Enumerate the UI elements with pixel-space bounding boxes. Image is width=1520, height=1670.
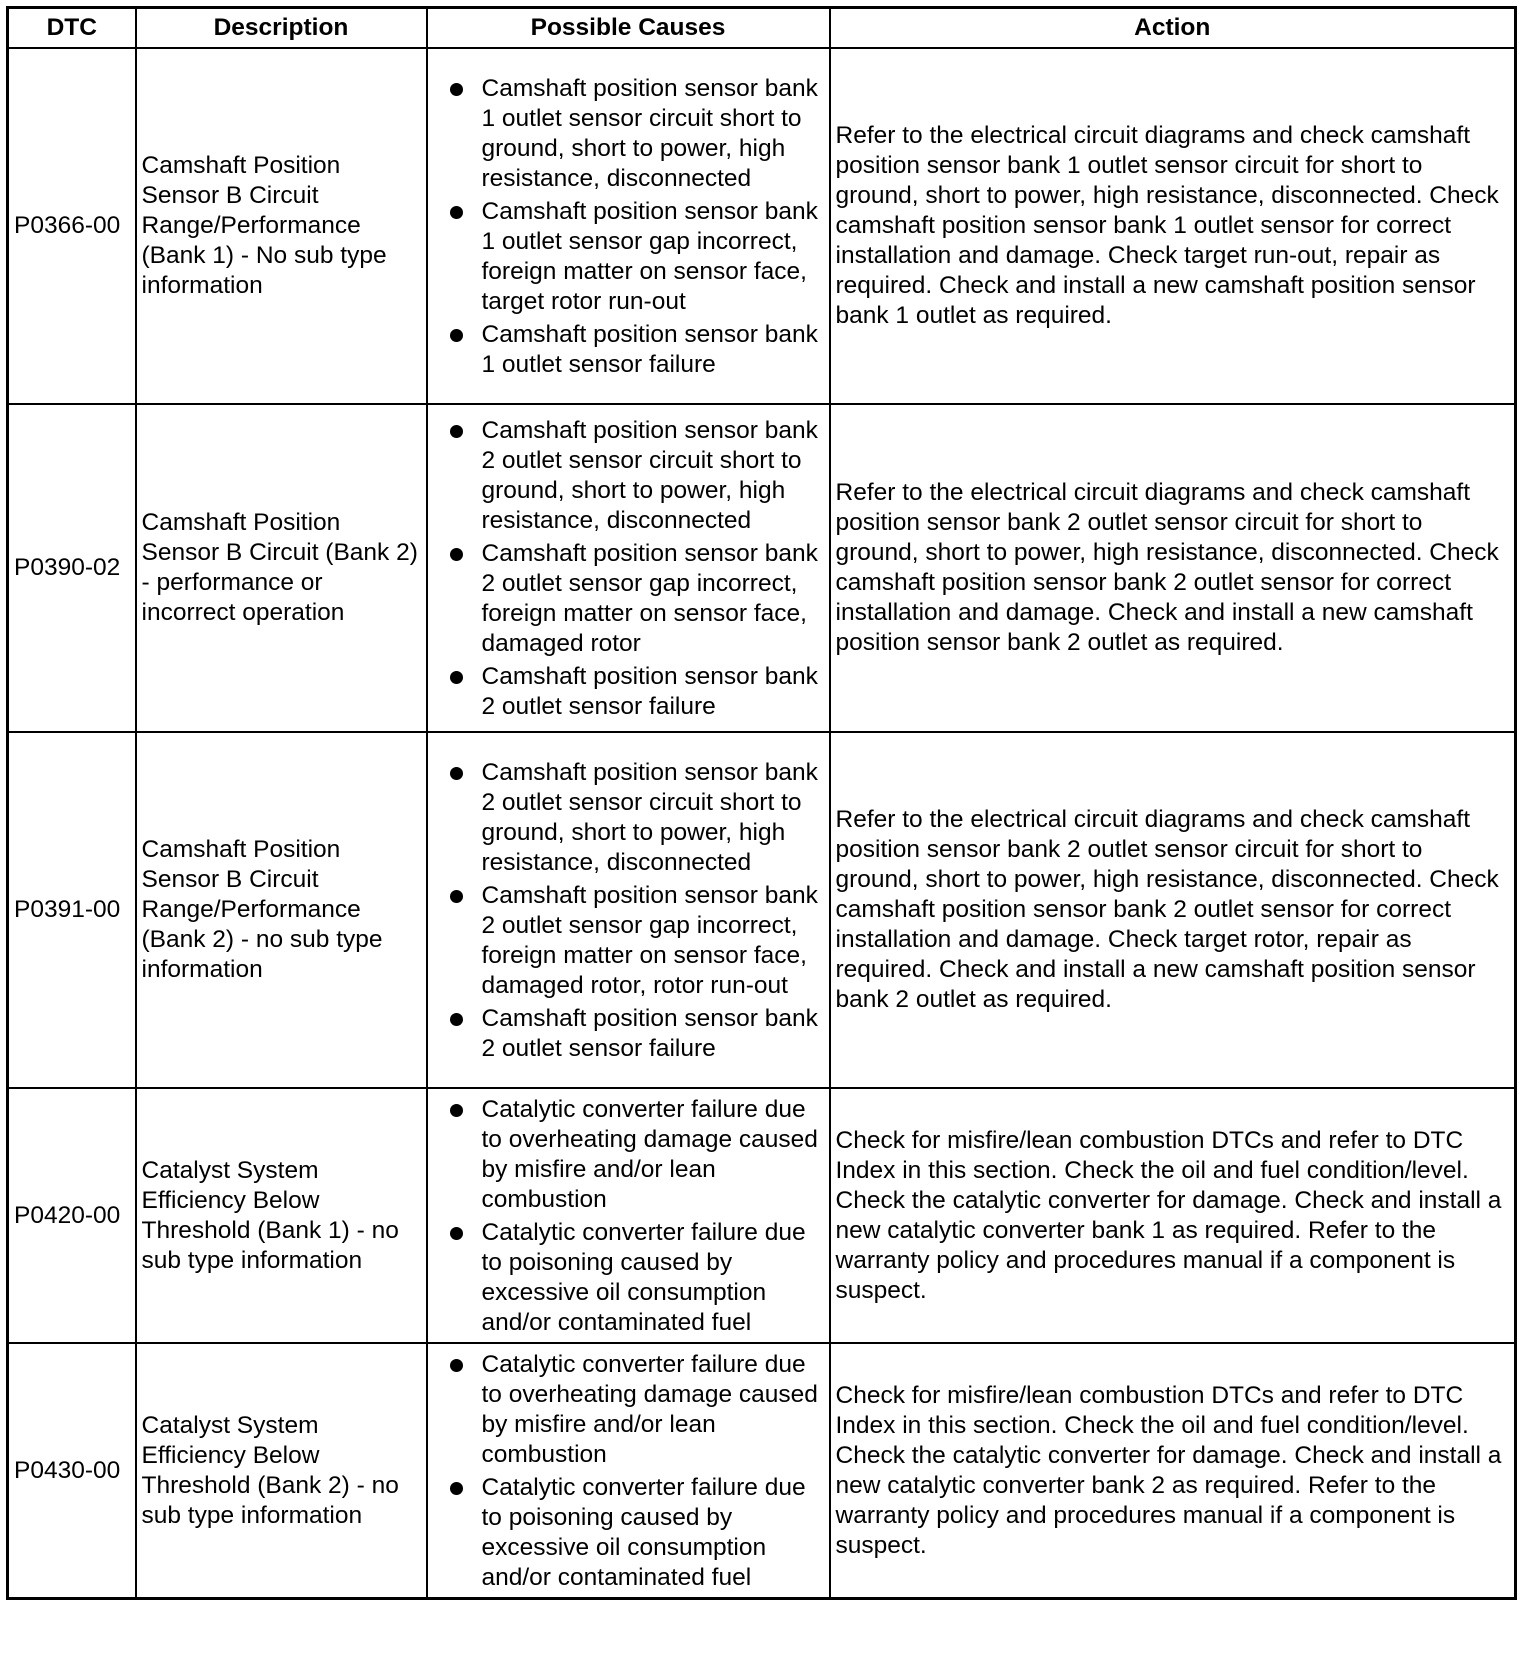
cause-text: Camshaft position sensor bank 2 outlet sensor circuit short to ground, short to power, high resistance, disconnected — [481, 759, 818, 876]
cause-item — [446, 758, 821, 878]
table-body — [8, 48, 1516, 1599]
description-cell: Catalyst System Efficiency Below Threshold (Bank 1) - no sub type information — [136, 1088, 427, 1343]
causes-list — [446, 1095, 821, 1338]
dtc-table-container — [6, 6, 1514, 1600]
bullet-icon — [450, 767, 463, 780]
causes-cell — [427, 1088, 830, 1343]
header-row — [8, 8, 1516, 49]
bullet-icon — [450, 548, 463, 561]
cause-item — [446, 74, 821, 194]
cause-item — [446, 1473, 821, 1593]
cause-text: Camshaft position sensor bank 1 outlet sensor circuit short to ground, short to power, high resistance, disconnected — [481, 75, 818, 192]
causes-list — [446, 74, 821, 380]
dtc-code: P0420-00 — [8, 1088, 136, 1343]
table-row — [8, 404, 1516, 732]
cause-item — [446, 1004, 821, 1064]
action-cell: Check for misfire/lean combustion DTCs and refer to DTC Index in this section. Check the oil and fuel condition/level. Check the catalytic converter for damage. Check and install a new catalytic converter bank 1 as required. Refer to the warranty policy and procedures manual if a component is suspect. — [830, 1088, 1516, 1343]
cause-text: Camshaft position sensor bank 1 outlet sensor gap incorrect, foreign matter on sensor face, target rotor run-out — [481, 198, 818, 315]
bullet-icon — [450, 425, 463, 438]
bullet-icon — [450, 671, 463, 684]
cause-text: Camshaft position sensor bank 1 outlet sensor failure — [481, 321, 818, 378]
description-cell: Catalyst System Efficiency Below Threshold (Bank 2) - no sub type information — [136, 1343, 427, 1599]
bullet-icon — [450, 206, 463, 219]
cause-item — [446, 662, 821, 722]
bullet-icon — [450, 83, 463, 96]
bullet-icon — [450, 890, 463, 903]
bullet-icon — [450, 1104, 463, 1117]
cause-text: Camshaft position sensor bank 2 outlet sensor gap incorrect, foreign matter on sensor face, damaged rotor — [481, 540, 818, 657]
table-row — [8, 1088, 1516, 1343]
cause-text: Catalytic converter failure due to poisoning caused by excessive oil consumption and/or contaminated fuel — [481, 1474, 806, 1591]
description-cell: Camshaft Position Sensor B Circuit Range/Performance (Bank 1) - No sub type information — [136, 48, 427, 404]
description-cell: Camshaft Position Sensor B Circuit Range/Performance (Bank 2) - no sub type information — [136, 732, 427, 1088]
cause-item — [446, 1350, 821, 1470]
cause-text: Camshaft position sensor bank 2 outlet sensor failure — [481, 1005, 818, 1062]
header-action: Action — [830, 8, 1516, 49]
causes-cell — [427, 404, 830, 732]
bullet-icon — [450, 1227, 463, 1240]
table-row — [8, 1343, 1516, 1599]
dtc-code: P0390-02 — [8, 404, 136, 732]
causes-cell — [427, 732, 830, 1088]
cause-text: Camshaft position sensor bank 2 outlet sensor failure — [481, 663, 818, 720]
action-cell: Refer to the electrical circuit diagrams and check camshaft position sensor bank 2 outlet sensor circuit for short to ground, short to power, high resistance, disconnected. Check camshaft position sensor bank 2 outlet sensor for correct installation and damage. Check and install a new camshaft position sensor bank 2 outlet as required. — [830, 404, 1516, 732]
header-dtc: DTC — [8, 8, 136, 49]
cause-item — [446, 881, 821, 1001]
bullet-icon — [450, 1013, 463, 1026]
bullet-icon — [450, 329, 463, 342]
causes-list — [446, 758, 821, 1064]
table-row — [8, 732, 1516, 1088]
cause-text: Camshaft position sensor bank 2 outlet sensor circuit short to ground, short to power, high resistance, disconnected — [481, 417, 818, 534]
action-cell: Refer to the electrical circuit diagrams and check camshaft position sensor bank 2 outlet sensor circuit for short to ground, short to power, high resistance, disconnected. Check camshaft position sensor bank 2 outlet sensor for correct installation and damage. Check target rotor, repair as required. Check and install a new camshaft position sensor bank 2 outlet as required. — [830, 732, 1516, 1088]
cause-text: Catalytic converter failure due to overheating damage caused by misfire and/or lean combustion — [481, 1096, 818, 1213]
action-cell: Refer to the electrical circuit diagrams and check camshaft position sensor bank 1 outlet sensor circuit for short to ground, short to power, high resistance, disconnected. Check camshaft position sensor bank 1 outlet sensor for correct installation and damage. Check target run-out, repair as required. Check and install a new camshaft position sensor bank 1 outlet as required. — [830, 48, 1516, 404]
header-causes: Possible Causes — [427, 8, 830, 49]
dtc-code: P0391-00 — [8, 732, 136, 1088]
causes-list — [446, 1350, 821, 1593]
description-cell: Camshaft Position Sensor B Circuit (Bank 2) - performance or incorrect operation — [136, 404, 427, 732]
cause-item — [446, 539, 821, 659]
action-cell: Check for misfire/lean combustion DTCs and refer to DTC Index in this section. Check the oil and fuel condition/level. Check the catalytic converter for damage. Check and install a new catalytic converter bank 2 as required. Refer to the warranty policy and procedures manual if a component is suspect. — [830, 1343, 1516, 1599]
cause-item — [446, 197, 821, 317]
bullet-icon — [450, 1482, 463, 1495]
causes-cell — [427, 48, 830, 404]
dtc-table — [6, 6, 1517, 1600]
dtc-code: P0366-00 — [8, 48, 136, 404]
dtc-code: P0430-00 — [8, 1343, 136, 1599]
cause-item — [446, 320, 821, 380]
header-description: Description — [136, 8, 427, 49]
causes-cell — [427, 1343, 830, 1599]
cause-item — [446, 1218, 821, 1338]
cause-item — [446, 416, 821, 536]
cause-text: Catalytic converter failure due to overheating damage caused by misfire and/or lean combustion — [481, 1351, 818, 1468]
causes-list — [446, 416, 821, 722]
cause-text: Camshaft position sensor bank 2 outlet sensor gap incorrect, foreign matter on sensor face, damaged rotor, rotor run-out — [481, 882, 818, 999]
cause-item — [446, 1095, 821, 1215]
cause-text: Catalytic converter failure due to poisoning caused by excessive oil consumption and/or contaminated fuel — [481, 1219, 806, 1336]
bullet-icon — [450, 1359, 463, 1372]
table-row — [8, 48, 1516, 404]
